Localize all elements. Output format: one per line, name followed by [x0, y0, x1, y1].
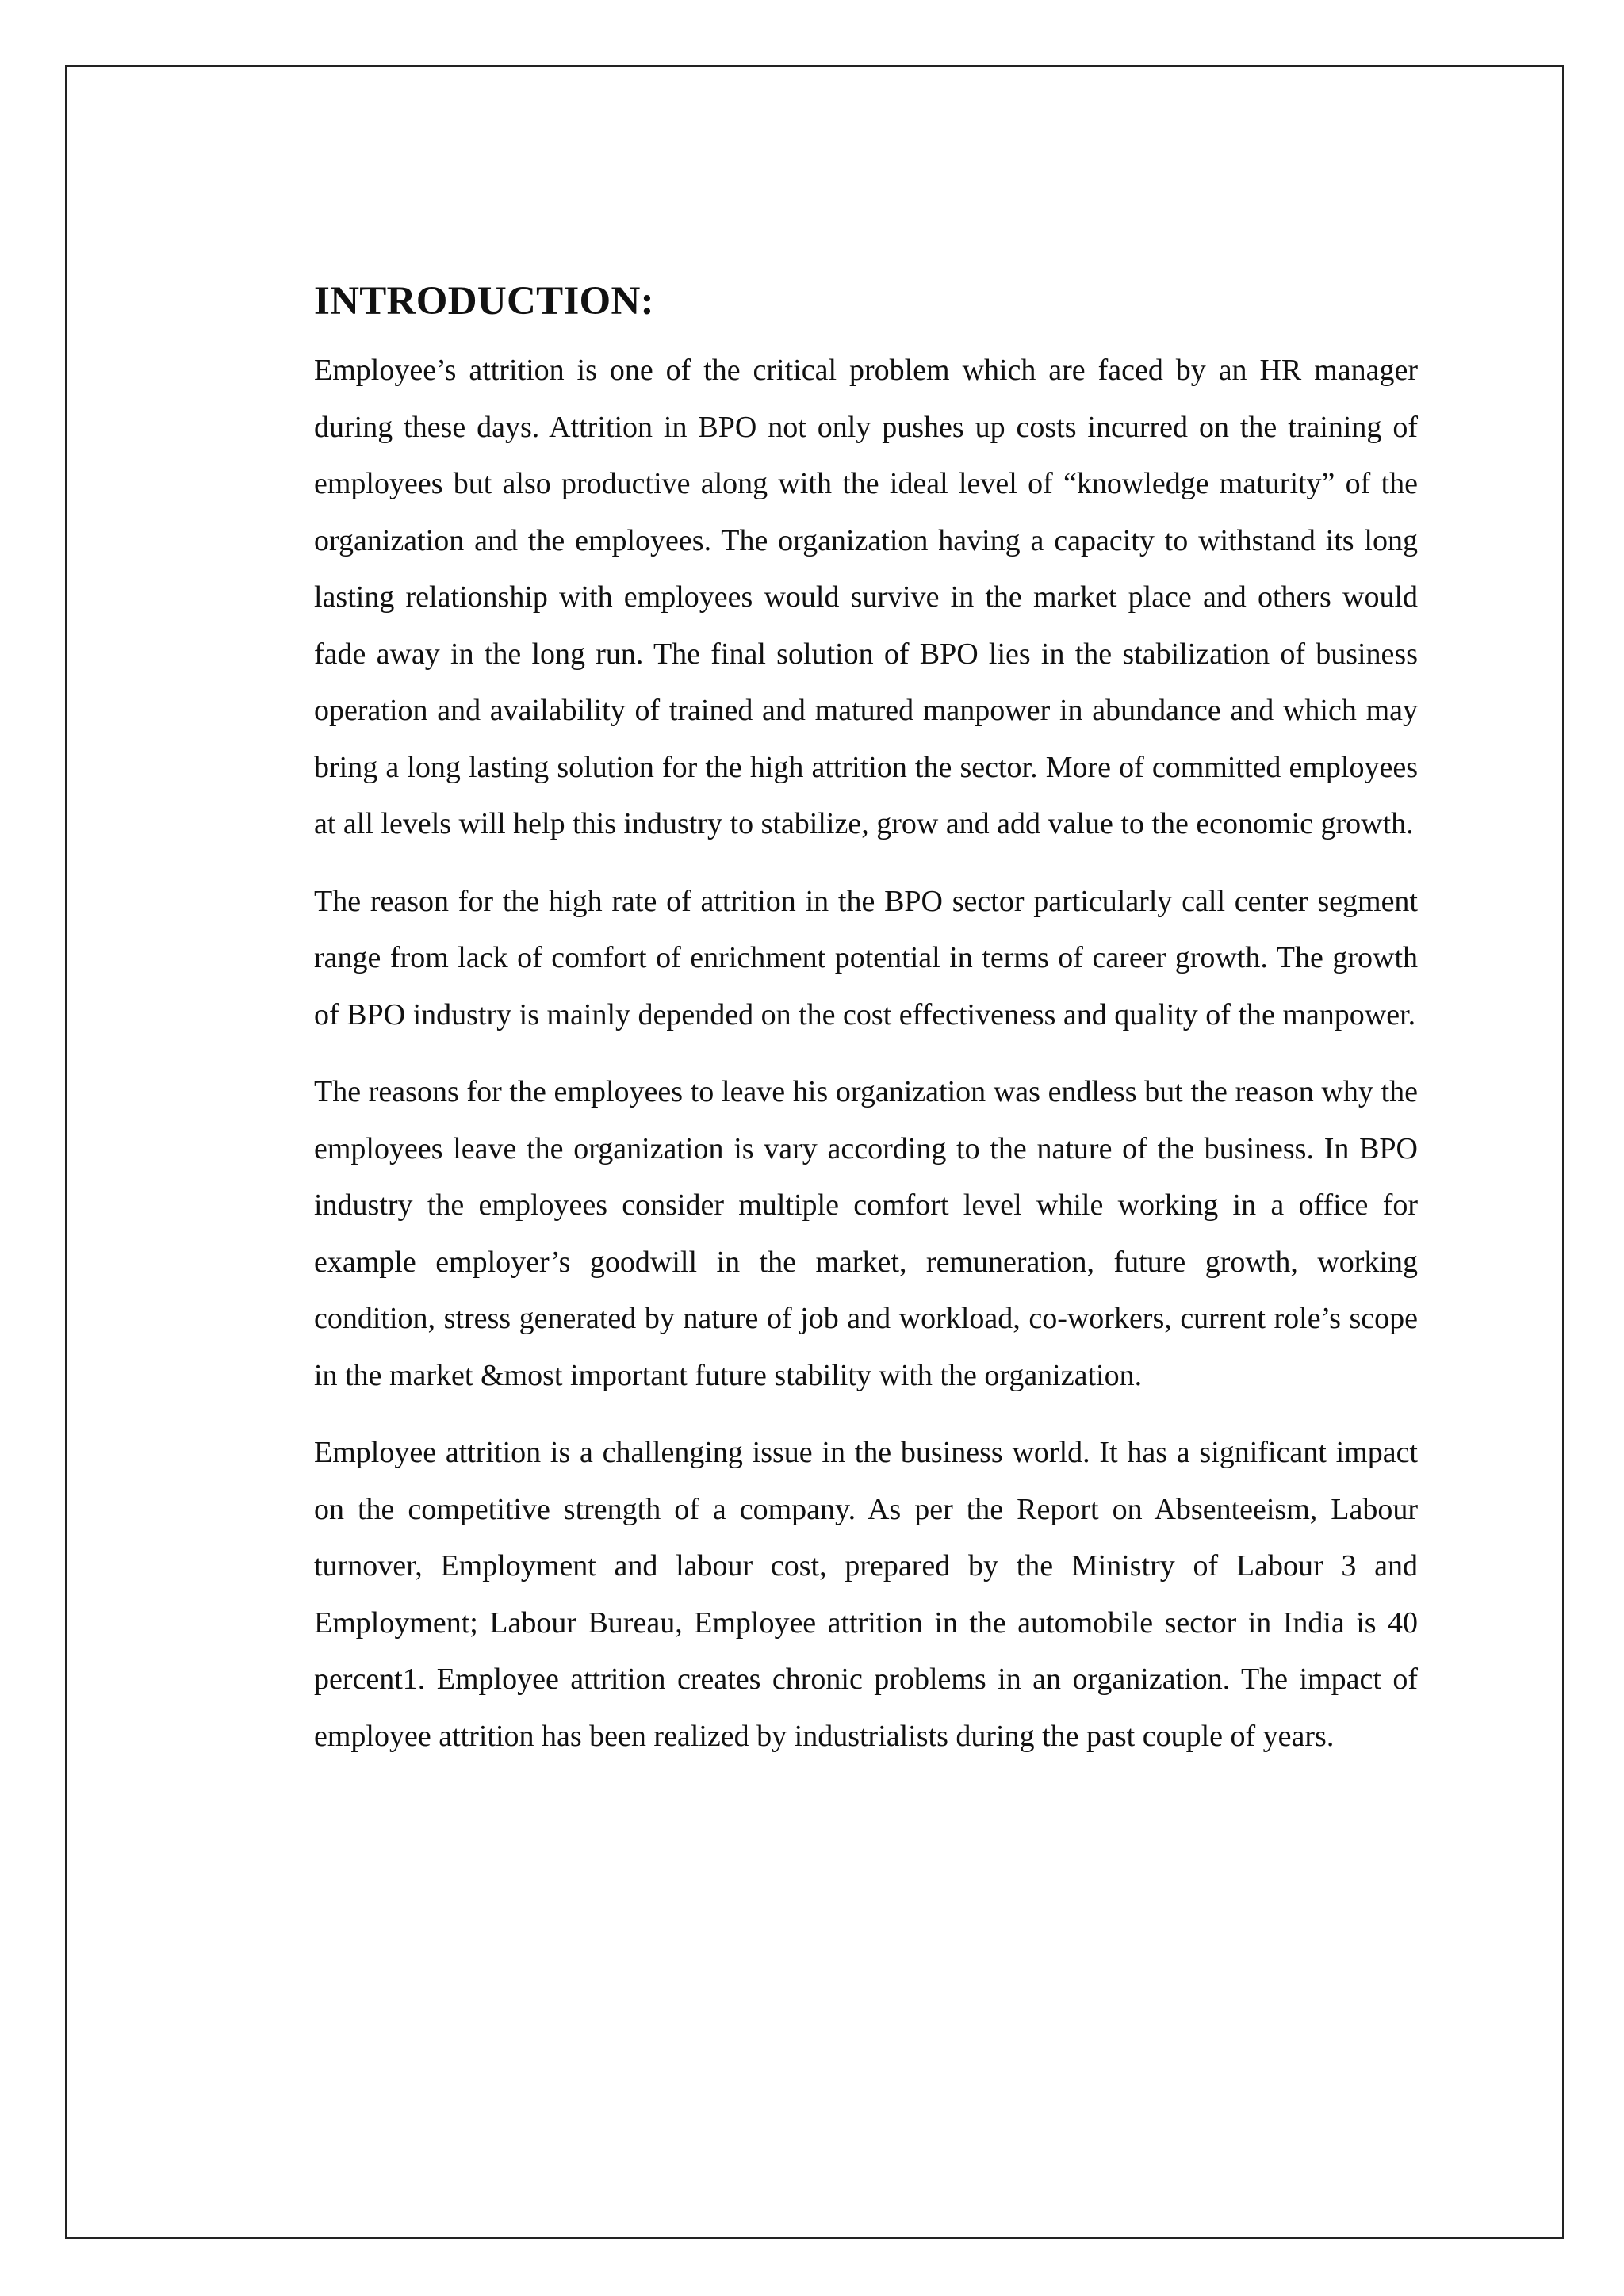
section-heading: INTRODUCTION:: [314, 279, 654, 323]
paragraph-1: Employee’s attrition is one of the critical problem which are faced by an HR manager during these days. Attrition in BPO not only pushes up costs incurred on the training of employees but also productive along with the ideal level of “knowledge maturity” of the organization and the employees. The organization having a capacity to withstand its long lasting relationship with employees would survive in the market place and others would fade away in the long run. The final solution of BPO lies in the stabilization of business operation and availability of trained and matured manpower in abundance and which may bring a long lasting solution for the high attrition the sector. More of committed employees at all levels will help this industry to stabilize, grow and add value to the economic growth.: [314, 354, 1418, 840]
paragraph-4: Employee attrition is a challenging issue in the business world. It has a significant impact on the competitive strength of a company. As per the Report on Absenteeism, Labour turnover, Employment and labour cost, prepared by the Ministry of Labour 3 and Employment; Labour Bureau, Employee attrition in the automobile sector in India is 40 percent1. Employee attrition creates chronic problems in an organization. The impact of employee attrition has been realized by industrialists during the past couple of years.: [314, 1436, 1418, 1753]
document-body: [314, 268, 1418, 1785]
paragraph-3: The reasons for the employees to leave his organization was endless but the reason why the employees leave the organization is vary according to the nature of the business. In BPO industry the employees consider multiple comfort level while working in a office for example employer’s goodwill in the market, remuneration, future growth, working condition, stress generated by nature of job and workload, co-workers, current role’s scope in the market &most important future stability with the organization.: [314, 1075, 1418, 1392]
paragraph-2: The reason for the high rate of attrition in the BPO sector particularly call center segment range from lack of comfort of enrichment potential in terms of career growth. The growth of BPO industry is mainly depended on the cost effectiveness and quality of the manpower.: [314, 884, 1418, 1031]
